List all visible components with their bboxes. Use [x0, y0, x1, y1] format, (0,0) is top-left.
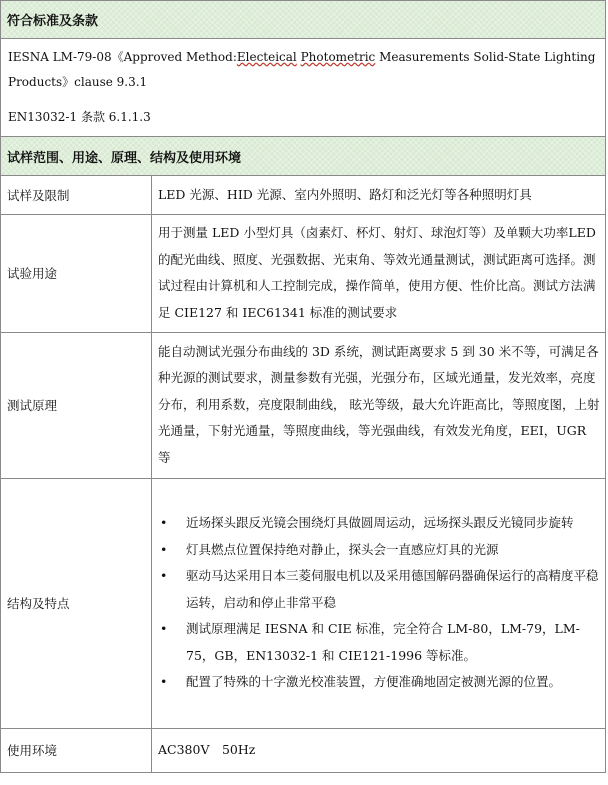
table-row	[1, 214, 605, 332]
standard-line-1-prefix: IESNA LM-79-08《Approved Method:	[8, 50, 237, 64]
list-item-text: 配置了特殊的十字激光校准装置，方便准确地固定被测光源的位置。	[186, 674, 562, 690]
spec-table	[1, 176, 605, 772]
bullet-icon: •	[160, 541, 168, 557]
bullet-icon: •	[160, 515, 168, 531]
list-item-text: 灯具燃点位置保持绝对静止，探头会一直感应灯具的光源	[186, 541, 499, 557]
misspelled-word-electeical: Electeical	[236, 50, 297, 64]
list-item	[158, 563, 600, 616]
row-label: 结构及特点	[1, 478, 152, 728]
row-content: AC380V 50Hz	[158, 742, 256, 757]
scope-heading	[1, 137, 605, 176]
standard-line-1-suffix: Measurements Solid-State Lighting Products》clause 9.3.1	[8, 50, 596, 89]
underlined-word-photometric: Photometric	[300, 50, 376, 64]
list-item-text: 近场探头跟反光镜会围绕灯具做圆周运动，远场探头跟反光镜同步旋转	[186, 515, 574, 531]
list-item	[158, 616, 600, 669]
row-content-bullets	[152, 478, 606, 728]
bullet-icon: •	[160, 568, 168, 584]
spacer	[8, 95, 599, 105]
bullet-icon: •	[160, 621, 168, 637]
row-content: LED 光源、HID 光源、室内外照明、路灯和泛光灯等各种照明灯具	[152, 176, 606, 214]
standards-body	[1, 39, 605, 137]
row-content: 能自动测试光强分布曲线的 3D 系统，测试距离要求 5 到 30 米不等，可满足各种光源的测试要求，测量参数有光强，光强分布，区域光通量，发光效率，亮度分布，利用系数，亮度限制曲线， 眩光等级，最大允许距高比，等照度图，上射光通量，下射光通量，等照度曲线，等光强曲线，有效发光角度，EEI，UGR 等	[152, 332, 606, 478]
list-item-text: 驱动马达采用日本三菱伺服电机以及采用德国解码器确保运行的高精度平稳运转，启动和停止非常平稳	[186, 568, 599, 610]
list-item	[158, 537, 600, 564]
table-row	[1, 176, 605, 214]
list-item-text: 测试原理满足 IESNA 和 CIE 标准，完全符合 LM-80，LM-79，LM-75，GB，EN13032-1 和 CIE121-1996 等标准。	[186, 621, 580, 663]
row-label: 试样及限制	[1, 176, 152, 214]
scope-heading-text: 试样范围、用途、原理、结构及使用环境	[7, 150, 242, 166]
row-label: 测试原理	[1, 332, 152, 478]
standards-heading	[1, 1, 605, 39]
row-content: 用于测量 LED 小型灯具（卤素灯、杯灯、射灯、球泡灯等）及单颗大功率LED 的配光曲线、照度、光强数据、光束角、等效光通量测试，测试距离可选择。测试过程由计算机和人工控制完成，操作简单，使用方便、性价比高。测试方法满足 CIE127 和 IEC61341 标准的测试要求	[152, 214, 606, 332]
list-item	[158, 669, 600, 696]
standard-line-1	[8, 45, 599, 95]
bullet-icon: •	[160, 674, 168, 690]
row-label: 试验用途	[1, 214, 152, 332]
standard-line-2: EN13032-1 条款 6.1.1.3	[8, 110, 151, 124]
table-row	[1, 478, 605, 728]
list-item	[158, 510, 600, 537]
table-row	[1, 332, 605, 478]
row-label: 使用环境	[1, 728, 152, 772]
table-row	[1, 728, 605, 772]
standards-heading-text: 符合标准及条款	[7, 14, 99, 29]
